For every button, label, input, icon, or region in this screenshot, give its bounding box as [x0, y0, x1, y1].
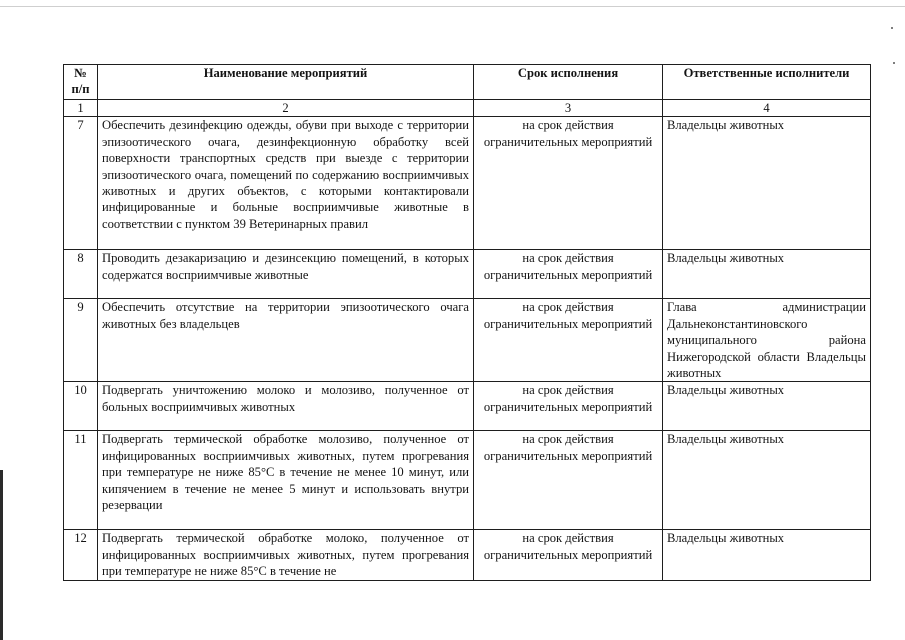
measure-term: на срок действия ограничительных мероприятий	[474, 530, 663, 580]
scan-speck	[893, 62, 895, 64]
measure-description: Подвергать термической обработке молоко, полученное от инфицированных восприимчивых животных, путем прогревания при температуре не ниже 85°С в течение не	[98, 530, 474, 580]
header-term: Срок исполнения	[474, 65, 663, 100]
index-cell: 4	[663, 100, 871, 117]
index-cell: 2	[98, 100, 474, 117]
measure-responsible: Глава администрации Дальнеконстантиновского муниципального района Нижегородской области Владельцы животных	[663, 299, 871, 382]
column-index-row	[64, 100, 871, 117]
index-cell: 1	[64, 100, 98, 117]
measure-responsible: Владельцы животных	[663, 530, 871, 580]
measure-term: на срок действия ограничительных мероприятий	[474, 117, 663, 250]
row-number: 12	[64, 530, 98, 580]
measure-description: Обеспечить дезинфекцию одежды, обуви при выходе с территории эпизоотического очага, дезинфекционную обработку всей поверхности транспортных средств при выезде с территории эпизоотического очага, помещений по содержанию восприимчивых животных и других объектов, с которыми контактировали инфицированные и больные восприимчивые животные в соответствии с пунктом 39 Ветеринарных правил	[98, 117, 474, 250]
measure-term: на срок действия ограничительных мероприятий	[474, 431, 663, 530]
table-row	[64, 250, 871, 299]
row-number: 7	[64, 117, 98, 250]
header-name: Наименование мероприятий	[98, 65, 474, 100]
measure-responsible: Владельцы животных	[663, 250, 871, 299]
measure-term: на срок действия ограничительных мероприятий	[474, 299, 663, 382]
row-number: 11	[64, 431, 98, 530]
header-num: № п/п	[64, 65, 98, 100]
table-row	[64, 530, 871, 580]
measure-description: Проводить дезакаризацию и дезинсекцию помещений, в которых содержатся восприимчивые животные	[98, 250, 474, 299]
measure-responsible: Владельцы животных	[663, 117, 871, 250]
measure-responsible: Владельцы животных	[663, 431, 871, 530]
measure-term: на срок действия ограничительных мероприятий	[474, 250, 663, 299]
header-resp: Ответственные исполнители	[663, 65, 871, 100]
table-row	[64, 117, 871, 250]
table-row	[64, 431, 871, 530]
scan-top-edge	[0, 0, 905, 7]
row-number: 8	[64, 250, 98, 299]
measures-table	[63, 64, 871, 581]
index-cell: 3	[474, 100, 663, 117]
scan-speck	[891, 27, 893, 29]
header-row	[64, 65, 871, 100]
scan-left-edge	[0, 470, 3, 640]
measure-responsible: Владельцы животных	[663, 382, 871, 431]
measure-description: Подвергать уничтожению молоко и молозиво, полученное от больных восприимчивых животных	[98, 382, 474, 431]
row-number: 10	[64, 382, 98, 431]
table-row	[64, 299, 871, 382]
measure-description: Обеспечить отсутствие на территории эпизоотического очага животных без владельцев	[98, 299, 474, 382]
measure-term: на срок действия ограничительных мероприятий	[474, 382, 663, 431]
row-number: 9	[64, 299, 98, 382]
measure-description: Подвергать термической обработке молозиво, полученное от инфицированных восприимчивых животных, путем прогревания при температуре не ниже 85°С в течение не менее 10 минут, или кипячением в течение не менее 5 минут и использовать внутри резервации	[98, 431, 474, 530]
table-row	[64, 382, 871, 431]
